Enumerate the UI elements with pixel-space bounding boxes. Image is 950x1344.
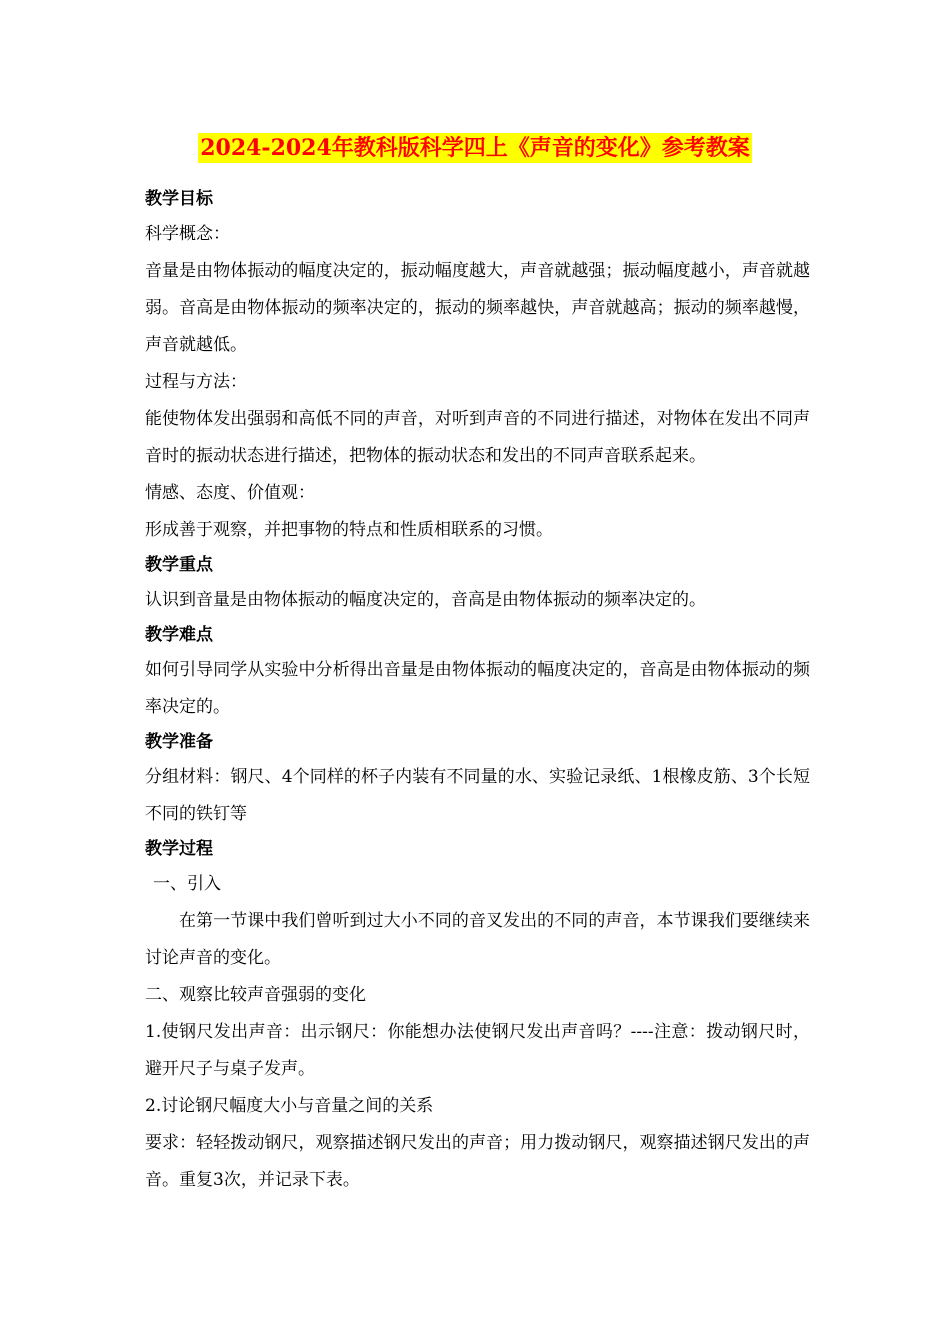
difficult-heading: 教学难点 <box>145 625 213 645</box>
goals-heading: 教学目标 <box>145 189 213 209</box>
document-title: 2024-2024年教科版科学四上《声音的变化》参考教案 <box>200 135 750 161</box>
difficult-text: 如何引导同学从实验中分析得出音量是由物体振动的幅度决定的，音高是由物体振动的频率决定的。 <box>145 660 810 717</box>
attitude-label: 情感、态度、价值观： <box>145 483 315 503</box>
process-text: 能使物体发出强弱和高低不同的声音，对听到声音的不同进行描述，对物体在发出不同声音时的振动状态进行描述，把物体的振动状态和发出的不同声音联系起来。 <box>145 409 810 466</box>
document-body <box>145 183 810 1199</box>
process-label: 过程与方法： <box>145 372 247 392</box>
step2-item2: 2.讨论钢尺幅度大小与音量之间的关系 <box>145 1096 434 1116</box>
key-text: 认识到音量是由物体振动的幅度决定的，音高是由物体振动的频率决定的。 <box>145 590 706 610</box>
prep-heading: 教学准备 <box>145 732 213 752</box>
concept-label: 科学概念： <box>145 224 230 244</box>
step1-text: 在第一节课中我们曾听到过大小不同的音叉发出的不同的声音，本节课我们要继续来讨论声音的变化。 <box>145 911 810 968</box>
attitude-text: 形成善于观察，并把事物的特点和性质相联系的习惯。 <box>145 520 553 540</box>
process-heading: 教学过程 <box>145 839 213 859</box>
title-wrapper <box>0 133 950 163</box>
step2-item1: 1.使钢尺发出声音：出示钢尺：你能想办法使钢尺发出声音吗？----注意：拨动钢尺时，避开尺子与桌子发声。 <box>145 1022 810 1079</box>
concept-text: 音量是由物体振动的幅度决定的，振动幅度越大，声音就越强；振动幅度越小，声音就越弱。音高是由物体振动的频率决定的，振动的频率越快，声音就越高；振动的频率越慢，声音就越低。 <box>145 261 810 355</box>
step2-requirement: 要求：轻轻拨动钢尺，观察描述钢尺发出的声音；用力拨动钢尺，观察描述钢尺发出的声音。重复3次，并记录下表。 <box>145 1133 810 1190</box>
prep-text: 分组材料：钢尺、4个同样的杯子内装有不同量的水、实验记录纸、1根橡皮筋、3个长短不同的铁钉等 <box>145 767 810 824</box>
key-heading: 教学重点 <box>145 555 213 575</box>
step1-title: 一、引入 <box>153 874 221 894</box>
step2-title: 二、观察比较声音强弱的变化 <box>145 985 366 1005</box>
